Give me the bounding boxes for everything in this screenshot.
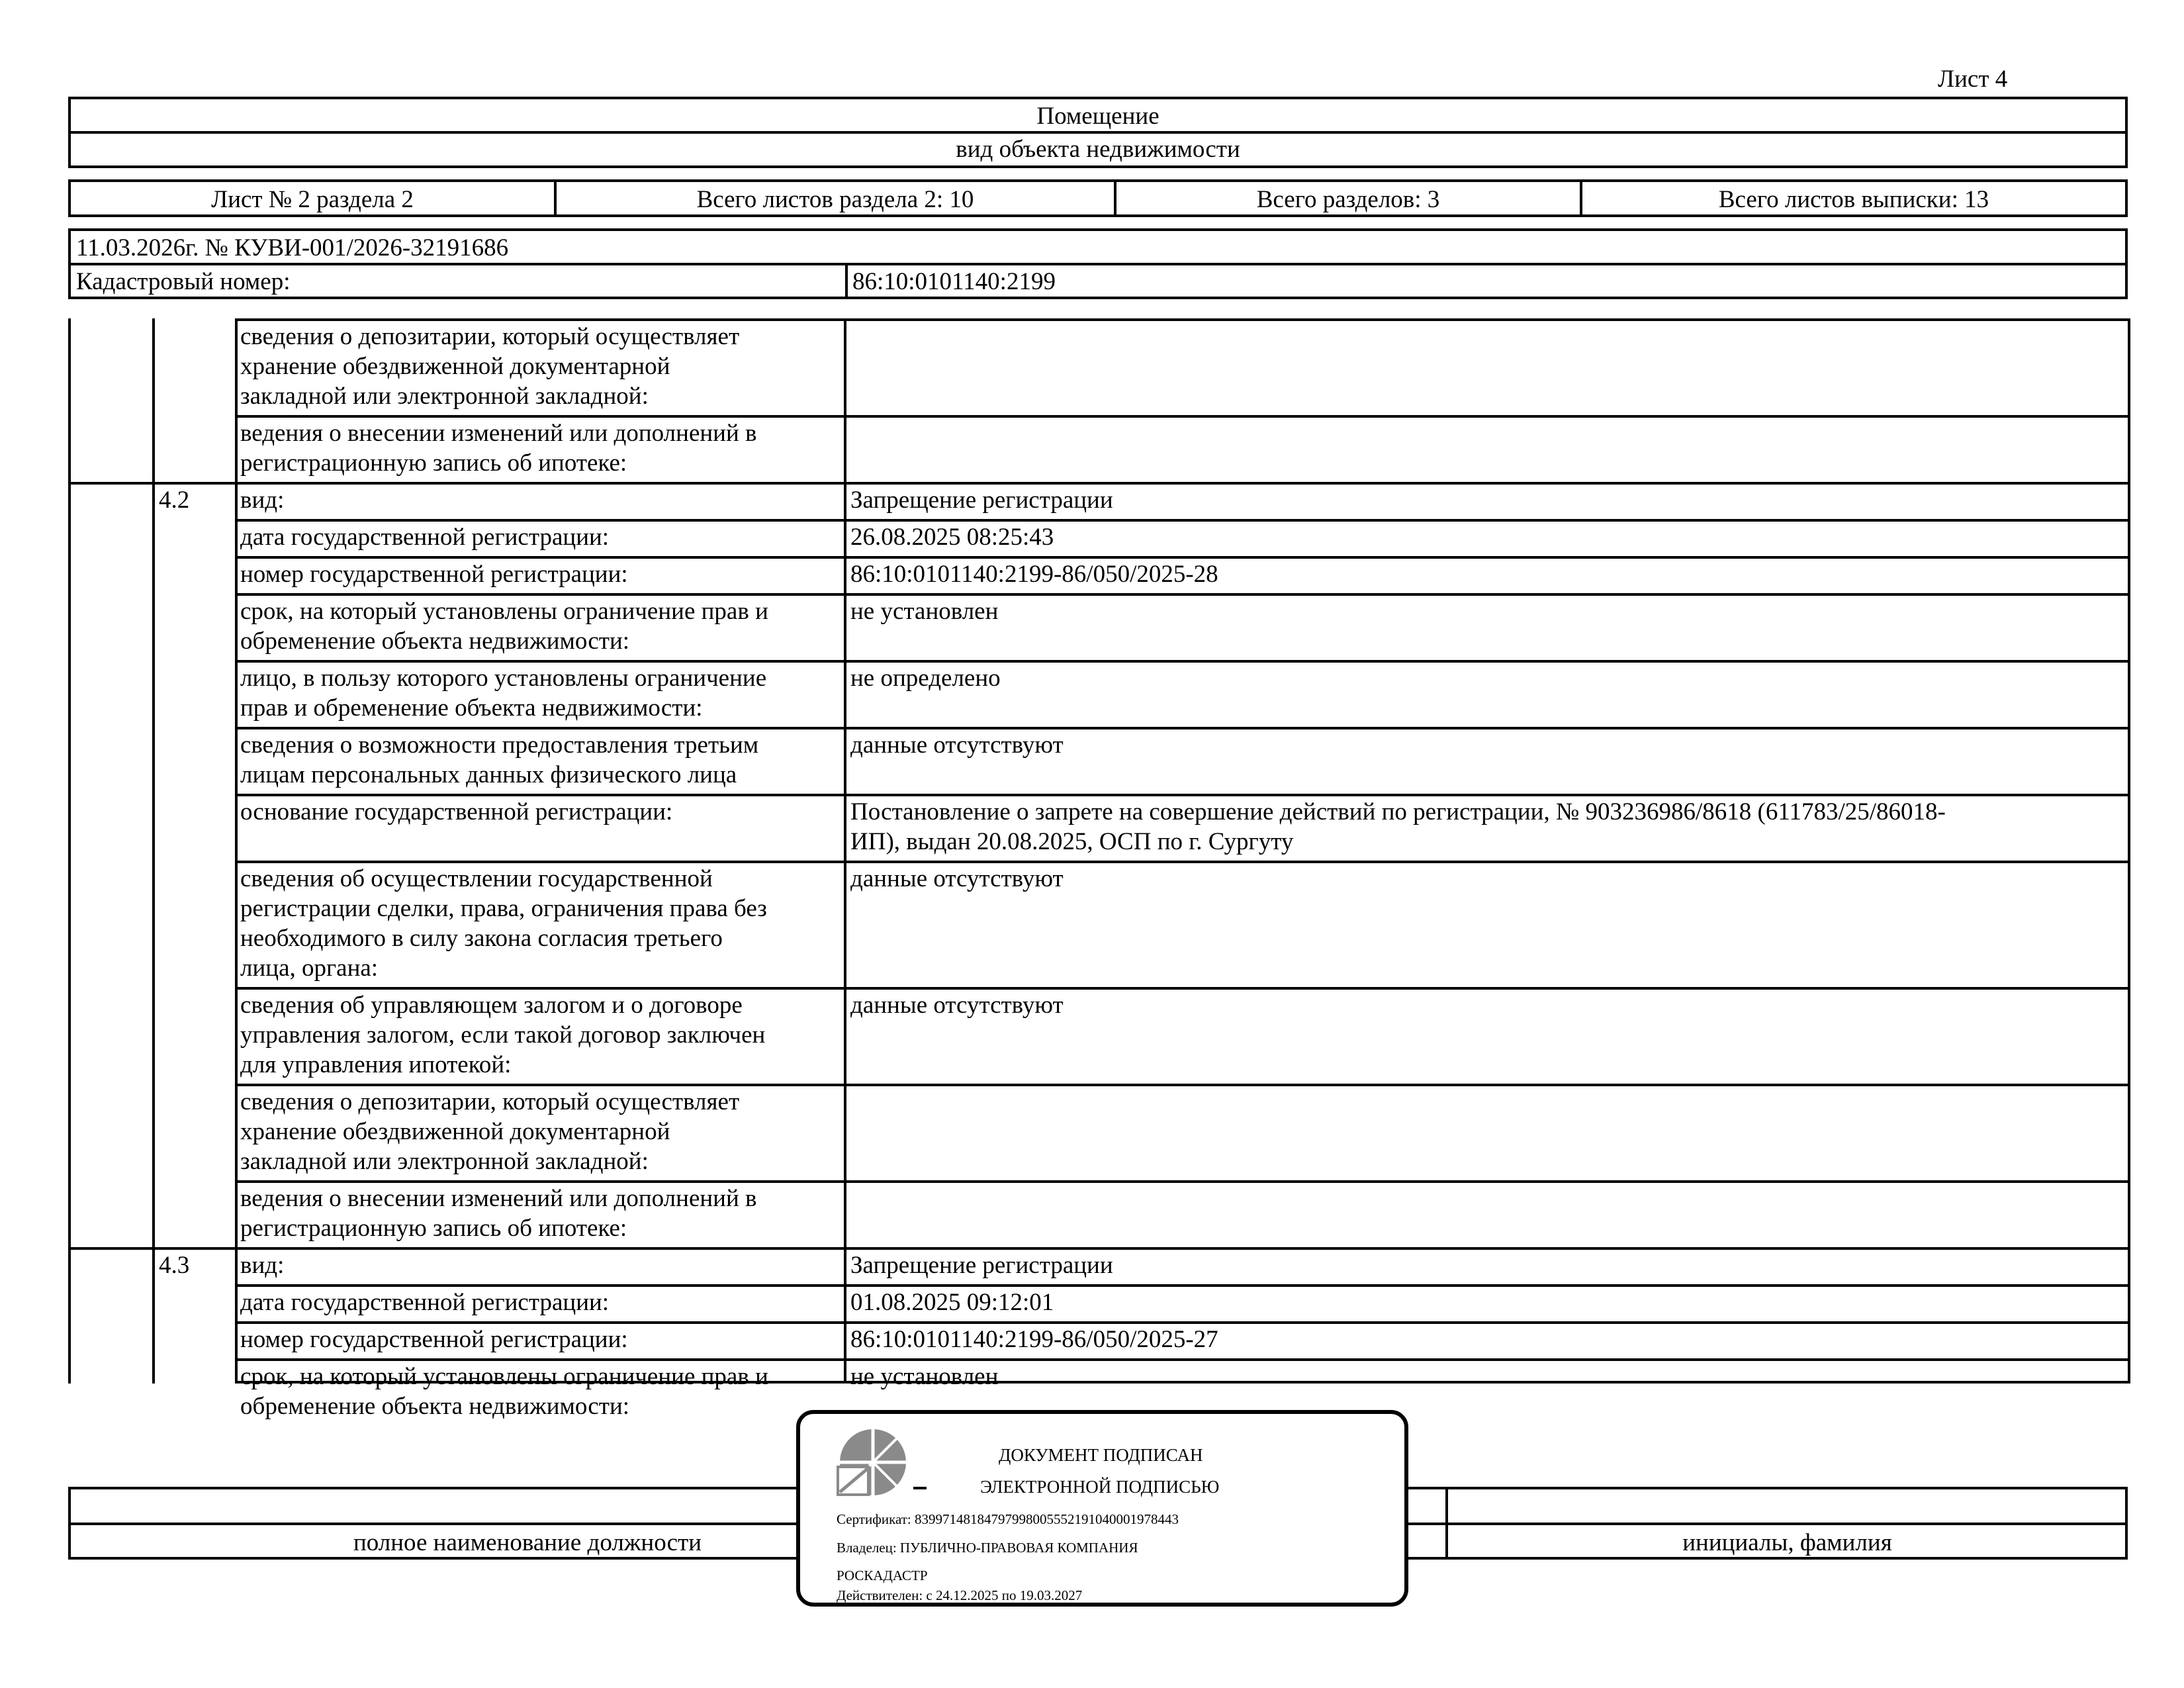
electronic-signature-stamp (796, 1410, 1408, 1607)
row-label: хранение обездвиженной документарной (240, 353, 670, 380)
table-rule (235, 415, 2128, 418)
row-value: данные отсутствуют (850, 865, 1064, 892)
row-label: сведения о депозитарии, который осуществляет (240, 323, 740, 350)
table-rule (235, 987, 2128, 990)
stamp-owner: Владелец: ПУБЛИЧНО-ПРАВОВАЯ КОМПАНИЯ (837, 1540, 1138, 1556)
extract-number: 11.03.2026г. № КУВИ-001/2026-32191686 (76, 234, 509, 261)
stamp-line1: ДОКУМЕНТ ПОДПИСАН (999, 1445, 1203, 1465)
row-label: сведения о депозитарии, который осуществляет (240, 1088, 740, 1115)
row-value: 01.08.2025 09:12:01 (850, 1289, 1054, 1316)
table-rule (152, 318, 155, 1383)
row-label: вид: (240, 487, 285, 514)
table-rule (235, 660, 2128, 663)
row-value: не определено (850, 665, 1001, 692)
row-label: обременение объекта недвижимости: (240, 628, 630, 655)
stamp-valid: Действителен: с 24.12.2025 по 19.03.2027 (837, 1587, 1083, 1603)
table-rule (2128, 318, 2130, 1383)
row-value: данные отсутствуют (850, 731, 1064, 759)
row-label: регистрации сделки, права, ограничения права без (240, 895, 767, 922)
table-rule (235, 727, 2128, 729)
object-kind-caption: вид объекта недвижимости (956, 136, 1240, 163)
name-caption: инициалы, фамилия (1682, 1529, 1892, 1556)
row-label: дата государственной регистрации: (240, 524, 610, 551)
table-rule (844, 318, 846, 1383)
row-value: Постановление о запрете на совершение действий по регистрации, № 903236986/8618 (611783/25/86018- (850, 798, 1946, 825)
row-label: лица, органа: (240, 955, 379, 982)
row-label: номер государственной регистрации: (240, 561, 628, 588)
row-label: номер государственной регистрации: (240, 1326, 628, 1353)
row-value: 86:10:0101140:2199-86/050/2025-27 (850, 1326, 1218, 1353)
stamp-owner-org: РОСКАДАСТР (837, 1568, 928, 1583)
table-rule (235, 1180, 2128, 1183)
object-name: Помещение (1036, 103, 1160, 130)
cadastral-label: Кадастровый номер: (76, 268, 291, 295)
row-label: управления залогом, если такой договор заключен (240, 1021, 766, 1049)
rosreestr-logo-icon (837, 1426, 909, 1499)
row-label: лицо, в пользу которого установлены ограничение (240, 665, 767, 692)
table-rule (235, 1358, 2128, 1361)
sheet-label: Лист 4 (1938, 66, 2008, 93)
row-label: закладной или электронной закладной: (240, 383, 649, 410)
row-label: ведения о внесении изменений или дополнений в (240, 420, 757, 447)
table-rule (235, 794, 2128, 796)
row-label: закладной или электронной закладной: (240, 1148, 649, 1175)
stamp-line2: ЭЛЕКТРОННОЙ ПОДПИСЬЮ (980, 1477, 1220, 1497)
row-label: дата государственной регистрации: (240, 1289, 610, 1316)
table-rule (235, 1321, 2128, 1324)
table-rule (235, 318, 2128, 321)
table-rule (235, 318, 238, 1383)
group-number: 4.2 (159, 487, 190, 514)
row-label: обременение объекта недвижимости: (240, 1393, 630, 1420)
row-label: лицам персональных данных физического лица (240, 761, 737, 788)
row-label: срок, на который установлены ограничение прав и (240, 1363, 768, 1390)
row-value: не установлен (850, 1363, 999, 1390)
row-value: 26.08.2025 08:25:43 (850, 524, 1054, 551)
total-sections: Всего разделов: 3 (1256, 186, 1440, 213)
table-rule (235, 556, 2128, 559)
row-label: ведения о внесении изменений или дополнений в (240, 1185, 757, 1212)
table-rule (235, 1381, 2128, 1383)
row-value: Запрещение регистрации (850, 487, 1113, 514)
cadastral-number: 86:10:0101140:2199 (852, 268, 1056, 295)
row-label: срок, на который установлены ограничение прав и (240, 598, 768, 625)
table-rule (235, 861, 2128, 863)
position-caption: полное наименование должности (353, 1529, 702, 1556)
row-value: 86:10:0101140:2199-86/050/2025-28 (850, 561, 1218, 588)
row-label: необходимого в силу закона согласия третьего (240, 925, 723, 952)
row-label: регистрационную запись об ипотеке: (240, 1215, 627, 1242)
table-rule (235, 1284, 2128, 1287)
row-label: регистрационную запись об ипотеке: (240, 449, 627, 477)
table-rule (68, 482, 2128, 485)
table-rule (235, 1084, 2128, 1086)
row-label: хранение обездвиженной документарной (240, 1118, 670, 1145)
table-rule (235, 519, 2128, 522)
row-value: данные отсутствуют (850, 992, 1064, 1019)
sheet-of-section: Лист № 2 раздела 2 (211, 186, 414, 213)
total-sheets-section: Всего листов раздела 2: 10 (696, 186, 974, 213)
row-label: сведения о возможности предоставления третьим (240, 731, 759, 759)
stamp-certificate: Сертификат: 83997148184797998005552191040001978443 (837, 1511, 1179, 1527)
row-value: не установлен (850, 598, 999, 625)
row-label: прав и обременение объекта недвижимости: (240, 694, 703, 722)
stamp-divider-1 (913, 1487, 927, 1489)
group-number: 4.3 (159, 1252, 190, 1279)
table-rule (235, 593, 2128, 596)
table-rule (68, 318, 71, 1383)
row-value: Запрещение регистрации (850, 1252, 1113, 1279)
row-value: ИП), выдан 20.08.2025, ОСП по г. Сургуту (850, 828, 1294, 855)
row-label: для управления ипотекой: (240, 1051, 512, 1078)
row-label: основание государственной регистрации: (240, 798, 673, 825)
total-sheets-extract: Всего листов выписки: 13 (1718, 186, 1989, 213)
row-label: вид: (240, 1252, 285, 1279)
row-label: сведения об осуществлении государственной (240, 865, 713, 892)
table-rule (68, 1247, 2128, 1250)
row-label: сведения об управляющем залогом и о договоре (240, 992, 743, 1019)
